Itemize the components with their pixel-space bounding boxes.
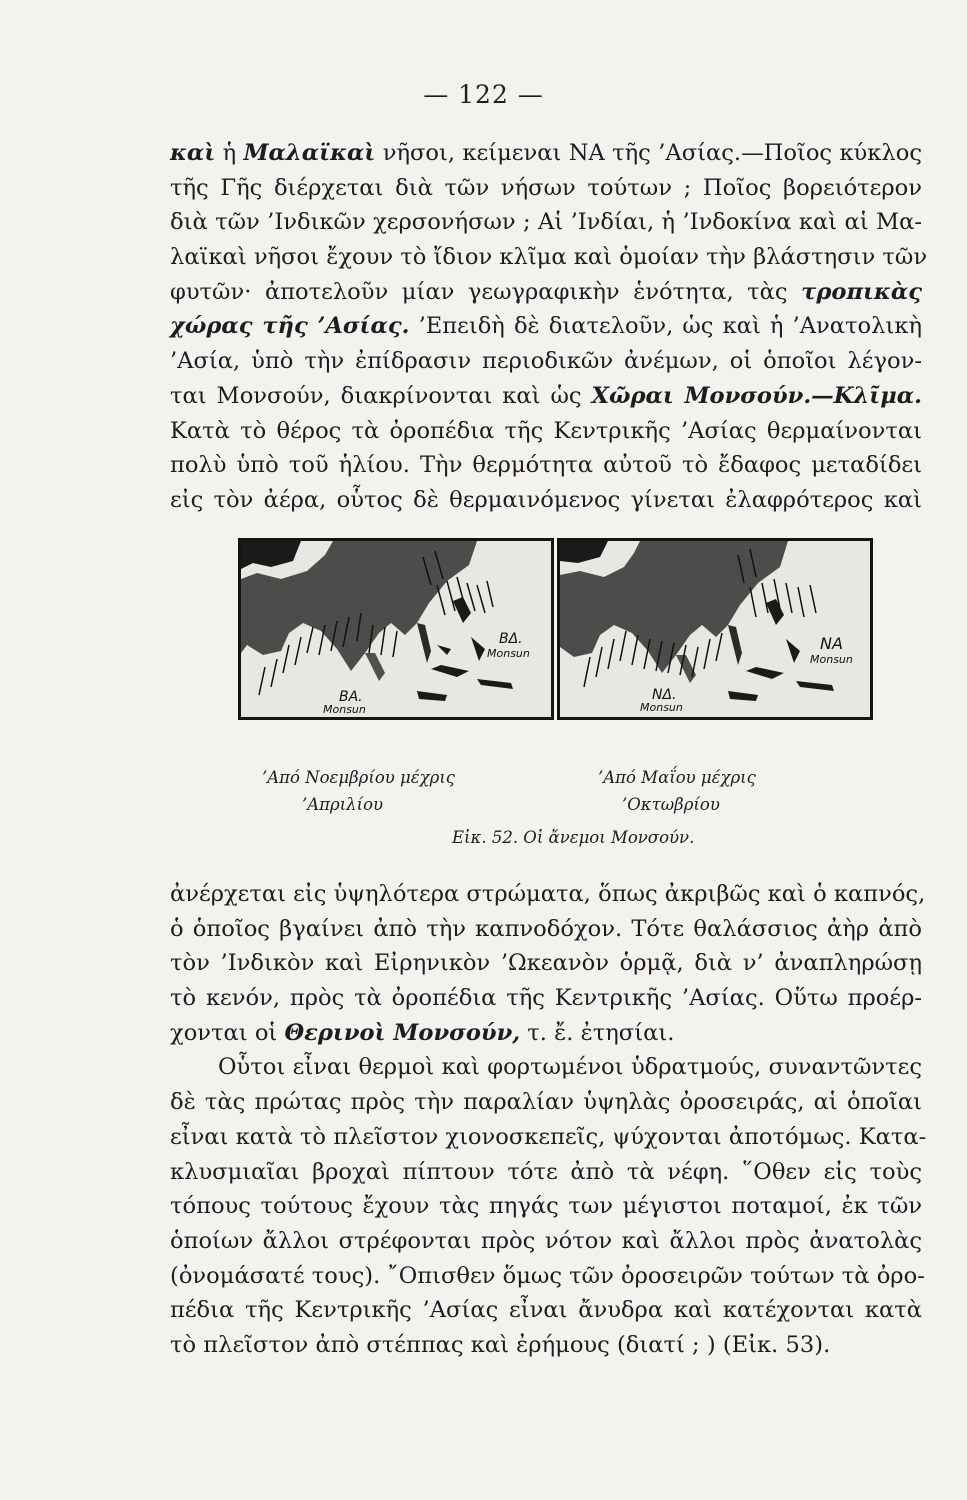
text-line: εἰς τὸν ἀέρα, οὗτος δὲ θερμαινόμενος γίνεται ἐλαφρότερος καὶ <box>170 486 922 513</box>
text-run: φυτῶν· ἀποτελοῦν μίαν γεωγραφικὴν ἑνότητα, τὰς <box>170 278 802 305</box>
text-line: ὁποίων ἄλλοι στρέφονται πρὸς νότον καὶ ἄλλοι πρὸς ἀνατολὰς <box>170 1227 922 1254</box>
text-run: χονται οἱ <box>170 1019 285 1046</box>
bold-term: τροπικὰς <box>801 278 922 305</box>
text-run: ’Επειδὴ δὲ διατελοῦν, ὡς καὶ ἡ ’Ανατολικὴ <box>409 313 922 340</box>
map-summer-drawing <box>560 541 870 717</box>
map-summer-label-bottom-sub: Monsun <box>640 701 683 714</box>
map-winter-label-bottom-sub: Monsun <box>323 703 366 716</box>
map-winter-label-bottom: ΒΑ. <box>339 689 363 705</box>
text-line: πέδια τῆς Κεντρικῆς ’Ασίας εἶναι ἄνυδρα καὶ κατέχονται κατὰ <box>170 1297 922 1324</box>
text-line: λαϊκαὶ νῆσοι ἔχουν τὸ ἴδιον κλῖμα καὶ ὁμοίαν τὴν βλάστησιν τῶν <box>170 244 928 271</box>
text-line: (ὀνομάσατέ τους). ῎Οπισθεν ὅμως τῶν ὀροσειρῶν τούτων τὰ ὀρο- <box>170 1262 925 1289</box>
text-line: Κατὰ τὸ θέρος τὰ ὀροπέδια τῆς Κεντρικῆς ’Ασίας θερμαίνονται <box>170 417 922 444</box>
map-winter-drawing <box>241 541 551 717</box>
bold-term: Χῶραι Μονσούν.—Κλῖμα. <box>591 382 922 409</box>
text-line: δὲ τὰς πρώτας πρὸς τὴν παραλίαν ὑψηλὰς ὀροσειράς, αἱ ὁποῖαι <box>170 1089 922 1116</box>
text-line: ’Ασία, ὑπὸ τὴν ἐπίδρασιν περιοδικῶν ἀνέμων, οἱ ὁποῖοι λέγον- <box>170 348 922 375</box>
text-line: τὸ πλεῖστον ἀπὸ στέππας καὶ ἐρήμους (διατί ; ) (Εἰκ. 53). <box>170 1331 831 1358</box>
caption-left-line-1: ’Από Νοεμβρίου μέχρις <box>262 768 456 787</box>
bold-term: χώρας τῆς ’Ασίας. <box>170 313 410 340</box>
bold-term: καὶ <box>170 140 216 166</box>
text-run: νῆσοι, κείμεναι ΝΑ τῆς ’Ασίας.—Ποῖος κύκλος <box>375 140 922 166</box>
bold-term: Θερινοὶ Μονσούν, <box>284 1019 521 1046</box>
bold-term: Μαλαϊκαὶ <box>243 140 376 166</box>
text-line: πολὺ ὑπὸ τοῦ ἡλίου. Τὴν θερμότητα αὐτοῦ τὸ ἔδαφος μεταδίδει <box>170 452 922 479</box>
text-run: ἡ <box>215 140 244 166</box>
text-line: διὰ τῶν ’Ινδικῶν χερσονήσων ; Αἱ ’Ινδίαι, ἡ ’Ινδοκίνα καὶ αἱ Μα- <box>170 209 922 236</box>
map-winter-label-top: ΒΔ. <box>499 631 523 647</box>
text-line: ἀνέρχεται εἰς ὑψηλότερα στρώματα, ὅπως ἀκριβῶς καὶ ὁ καπνός, <box>170 881 926 907</box>
text-run: ται Μονσούν, διακρίνονται καὶ ὡς <box>170 382 592 409</box>
map-summer-label-top-sub: Monsun <box>810 653 853 666</box>
text-line: τὸν ’Ινδικὸν καὶ Εἰρηνικὸν ’Ωκεανὸν ὁρμᾷ, διὰ ν’ ἀναπληρώσῃ <box>170 950 922 977</box>
text-line: εἶναι κατὰ τὸ πλεῖστον χιονοσκεπεῖς, ψύχονται ἀποτόμως. Κατα- <box>170 1123 927 1150</box>
page-number: — 122 — <box>423 80 544 109</box>
text-line: ὁ ὁποῖος βγαίνει ἀπὸ τὴν καπνοδόχον. Τότε θαλάσσιος ἀὴρ ἀπὸ <box>170 915 922 942</box>
text-line: τόπους τούτους ἔχουν τὰς πηγάς των μέγιστοι ποταμοί, ἐκ τῶν <box>170 1193 922 1220</box>
text-line <box>170 379 922 414</box>
text-line: τῆς Γῆς διέρχεται διὰ τῶν νήσων τούτων ; Ποῖος βορειότερον <box>170 174 922 201</box>
text-line <box>170 275 922 310</box>
map-summer-label-top: ΝΑ <box>820 634 843 653</box>
text-line: τὸ κενόν, πρὸς τὰ ὀροπέδια τῆς Κεντρικῆς ’Ασίας. Οὕτω προέρ- <box>170 985 922 1012</box>
map-winter-label-top-sub: Monsun <box>487 647 530 660</box>
text-line: κλυσμιαῖαι βροχαὶ πίπτουν τότε ἀπὸ τὰ νέφη. ῞Οθεν εἰς τοὺς <box>170 1158 922 1185</box>
map-winter-monsoon <box>238 538 554 720</box>
figure-caption: Εἰκ. 52. Οἱ ἄνεμοι Μονσούν. <box>452 828 695 847</box>
text-line <box>170 136 922 171</box>
text-run: τ. ἔ. ἐτησίαι. <box>520 1019 675 1046</box>
caption-right-line-1: ’Από Μαΐου μέχρις <box>598 768 756 787</box>
paragraph-1 <box>170 136 928 518</box>
caption-right-line-2: ’Οκτωβρίου <box>622 795 720 814</box>
text-line: Οὗτοι εἶναι θερμοὶ καὶ φορτωμένοι ὑδρατμούς, συναντῶντες <box>218 1054 922 1081</box>
map-summer-monsoon <box>557 538 873 720</box>
paragraph-2 <box>170 877 927 1363</box>
text-line <box>170 1016 922 1051</box>
text-line <box>170 309 922 344</box>
map-summer-label-bottom: ΝΔ. <box>652 687 677 703</box>
caption-left-line-2: ’Απριλίου <box>302 795 384 814</box>
